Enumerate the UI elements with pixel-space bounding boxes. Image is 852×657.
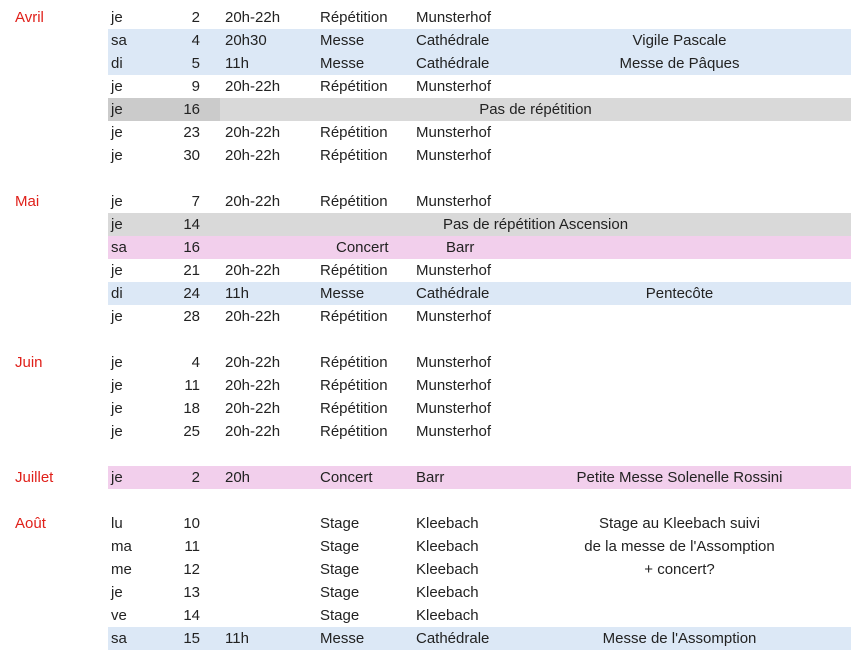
weekday-cell: je <box>111 423 123 440</box>
location-cell: Cathédrale <box>416 55 490 72</box>
location-cell: Munsterhof <box>416 124 492 141</box>
date-cell: 23 <box>183 124 200 141</box>
note-cell: Messe de Pâques <box>619 55 740 72</box>
time-cell: 20h-22h <box>225 124 281 141</box>
schedule-row <box>0 604 852 627</box>
event-type-cell: Répétition <box>320 262 388 279</box>
schedule-row <box>0 397 852 420</box>
time-cell: 20h-22h <box>225 377 281 394</box>
location-cell: Kleebach <box>416 538 479 555</box>
location-cell: Barr <box>446 239 475 256</box>
date-cell: 16 <box>183 239 200 256</box>
time-cell: 20h-22h <box>225 147 281 164</box>
schedule-row <box>0 305 852 328</box>
event-type-cell: Répétition <box>320 400 388 417</box>
location-cell: Munsterhof <box>416 354 492 371</box>
schedule-row <box>0 75 852 98</box>
event-type-cell: Stage <box>320 561 360 578</box>
note-cell: Messe de l'Assomption <box>602 630 757 647</box>
location-cell: Munsterhof <box>416 423 492 440</box>
location-cell: Kleebach <box>416 607 479 624</box>
date-cell: 16 <box>183 101 200 118</box>
location-cell: Munsterhof <box>416 9 492 26</box>
schedule-row <box>0 282 852 305</box>
event-type-cell: Répétition <box>320 124 388 141</box>
schedule-row <box>0 259 852 282</box>
event-type-cell: Stage <box>320 584 360 601</box>
date-cell: 2 <box>191 469 200 486</box>
date-cell: 14 <box>183 216 200 233</box>
date-cell: 12 <box>183 561 200 578</box>
time-cell: 20h-22h <box>225 308 281 325</box>
event-type-cell: Répétition <box>320 423 388 440</box>
weekday-cell: je <box>111 9 123 26</box>
schedule-row <box>0 351 852 374</box>
date-cell: 30 <box>183 147 200 164</box>
event-type-cell: Messe <box>320 285 365 302</box>
date-cell: 9 <box>191 78 200 95</box>
location-cell: Munsterhof <box>416 400 492 417</box>
date-cell: 15 <box>183 630 200 647</box>
weekday-cell: je <box>111 216 123 233</box>
schedule-row <box>0 144 852 167</box>
month-label: Juin <box>15 354 43 371</box>
date-cell: 25 <box>183 423 200 440</box>
schedule-row <box>0 190 852 213</box>
time-cell: 20h-22h <box>225 78 281 95</box>
date-cell: 4 <box>191 354 200 371</box>
time-cell: 20h <box>225 469 251 486</box>
event-type-cell: Stage <box>320 515 360 532</box>
schedule-row <box>0 236 852 259</box>
time-cell: 20h-22h <box>225 423 281 440</box>
spacer-row <box>0 328 852 351</box>
time-cell: 20h-22h <box>225 354 281 371</box>
schedule-row <box>0 374 852 397</box>
note-cell: Pas de répétition <box>479 101 592 118</box>
weekday-cell: je <box>111 262 123 279</box>
weekday-cell: di <box>111 285 123 302</box>
schedule-row <box>0 627 852 650</box>
event-type-cell: Concert <box>320 469 373 486</box>
schedule-row <box>0 558 852 581</box>
event-type-cell: Répétition <box>320 354 388 371</box>
time-cell: 11h <box>225 630 249 647</box>
location-cell: Munsterhof <box>416 308 492 325</box>
location-cell: Kleebach <box>416 584 479 601</box>
date-cell: 2 <box>191 9 200 26</box>
date-cell: 14 <box>183 607 200 624</box>
weekday-cell: je <box>111 78 123 95</box>
weekday-cell: je <box>111 469 123 486</box>
note-cell: + concert? <box>644 561 715 578</box>
schedule-row <box>0 213 852 236</box>
date-cell: 24 <box>183 285 200 302</box>
weekday-cell: je <box>111 584 123 601</box>
weekday-cell: je <box>111 147 123 164</box>
date-cell: 28 <box>183 308 200 325</box>
event-type-cell: Répétition <box>320 308 388 325</box>
weekday-cell: sa <box>111 32 127 49</box>
event-type-cell: Concert <box>336 239 389 256</box>
date-cell: 13 <box>183 584 200 601</box>
event-type-cell: Messe <box>320 55 365 72</box>
weekday-cell: lu <box>111 515 123 532</box>
location-cell: Cathédrale <box>416 630 490 647</box>
date-cell: 11 <box>184 538 200 555</box>
note-cell: Pentecôte <box>645 285 714 302</box>
schedule-row <box>0 6 852 29</box>
weekday-cell: je <box>111 400 123 417</box>
event-type-cell: Répétition <box>320 78 388 95</box>
weekday-cell: je <box>111 101 123 118</box>
time-cell: 11h <box>225 285 249 302</box>
schedule-row <box>0 29 852 52</box>
weekday-cell: je <box>111 354 123 371</box>
schedule-row <box>0 52 852 75</box>
event-type-cell: Messe <box>320 630 365 647</box>
time-cell: 20h-22h <box>225 9 281 26</box>
date-cell: 4 <box>191 32 200 49</box>
event-type-cell: Répétition <box>320 193 388 210</box>
location-cell: Munsterhof <box>416 262 492 279</box>
location-cell: Munsterhof <box>416 193 492 210</box>
date-cell: 11 <box>184 377 200 394</box>
weekday-cell: di <box>111 55 123 72</box>
event-type-cell: Répétition <box>320 377 388 394</box>
weekday-cell: sa <box>111 630 127 647</box>
month-label: Juillet <box>15 469 54 486</box>
date-cell: 7 <box>191 193 200 210</box>
time-cell: 20h30 <box>225 32 267 49</box>
schedule-row <box>0 535 852 558</box>
location-cell: Kleebach <box>416 515 479 532</box>
time-cell: 20h-22h <box>225 193 281 210</box>
month-label: Avril <box>15 9 44 26</box>
note-cell: Stage au Kleebach suivi <box>599 515 760 532</box>
location-cell: Cathédrale <box>416 285 490 302</box>
location-cell: Cathédrale <box>416 32 490 49</box>
date-cell: 18 <box>183 400 200 417</box>
note-cell: Vigile Pascale <box>632 32 727 49</box>
note-cell: de la messe de l'Assomption <box>584 538 775 555</box>
schedule-row <box>0 581 852 604</box>
event-type-cell: Répétition <box>320 147 388 164</box>
location-cell: Munsterhof <box>416 377 492 394</box>
schedule-row <box>0 420 852 443</box>
weekday-cell: je <box>111 124 123 141</box>
note-cell: Pas de répétition Ascension <box>442 216 629 233</box>
date-cell: 21 <box>183 262 200 279</box>
time-cell: 20h-22h <box>225 400 281 417</box>
date-cell: 5 <box>191 55 200 72</box>
month-label: Août <box>15 515 46 532</box>
weekday-cell: ma <box>111 538 132 555</box>
spacer-row <box>0 489 852 512</box>
schedule-row <box>0 121 852 144</box>
weekday-cell: sa <box>111 239 127 256</box>
location-cell: Munsterhof <box>416 147 492 164</box>
month-label: Mai <box>15 193 40 210</box>
weekday-cell: je <box>111 308 123 325</box>
event-type-cell: Stage <box>320 538 360 555</box>
location-cell: Munsterhof <box>416 78 492 95</box>
location-cell: Kleebach <box>416 561 479 578</box>
spacer-row <box>0 443 852 466</box>
event-type-cell: Répétition <box>320 9 388 26</box>
spacer-row <box>0 167 852 190</box>
weekday-cell: me <box>111 561 132 578</box>
schedule-row <box>0 98 852 121</box>
row-highlight <box>108 236 851 259</box>
schedule-row <box>0 466 852 489</box>
time-cell: 20h-22h <box>225 262 281 279</box>
note-cell: Petite Messe Solenelle Rossini <box>576 469 783 486</box>
schedule-row <box>0 512 852 535</box>
event-type-cell: Stage <box>320 607 360 624</box>
weekday-cell: je <box>111 377 123 394</box>
event-type-cell: Messe <box>320 32 365 49</box>
weekday-cell: ve <box>111 607 127 624</box>
date-cell: 10 <box>183 515 200 532</box>
location-cell: Barr <box>416 469 445 486</box>
weekday-cell: je <box>111 193 123 210</box>
time-cell: 11h <box>225 55 249 72</box>
